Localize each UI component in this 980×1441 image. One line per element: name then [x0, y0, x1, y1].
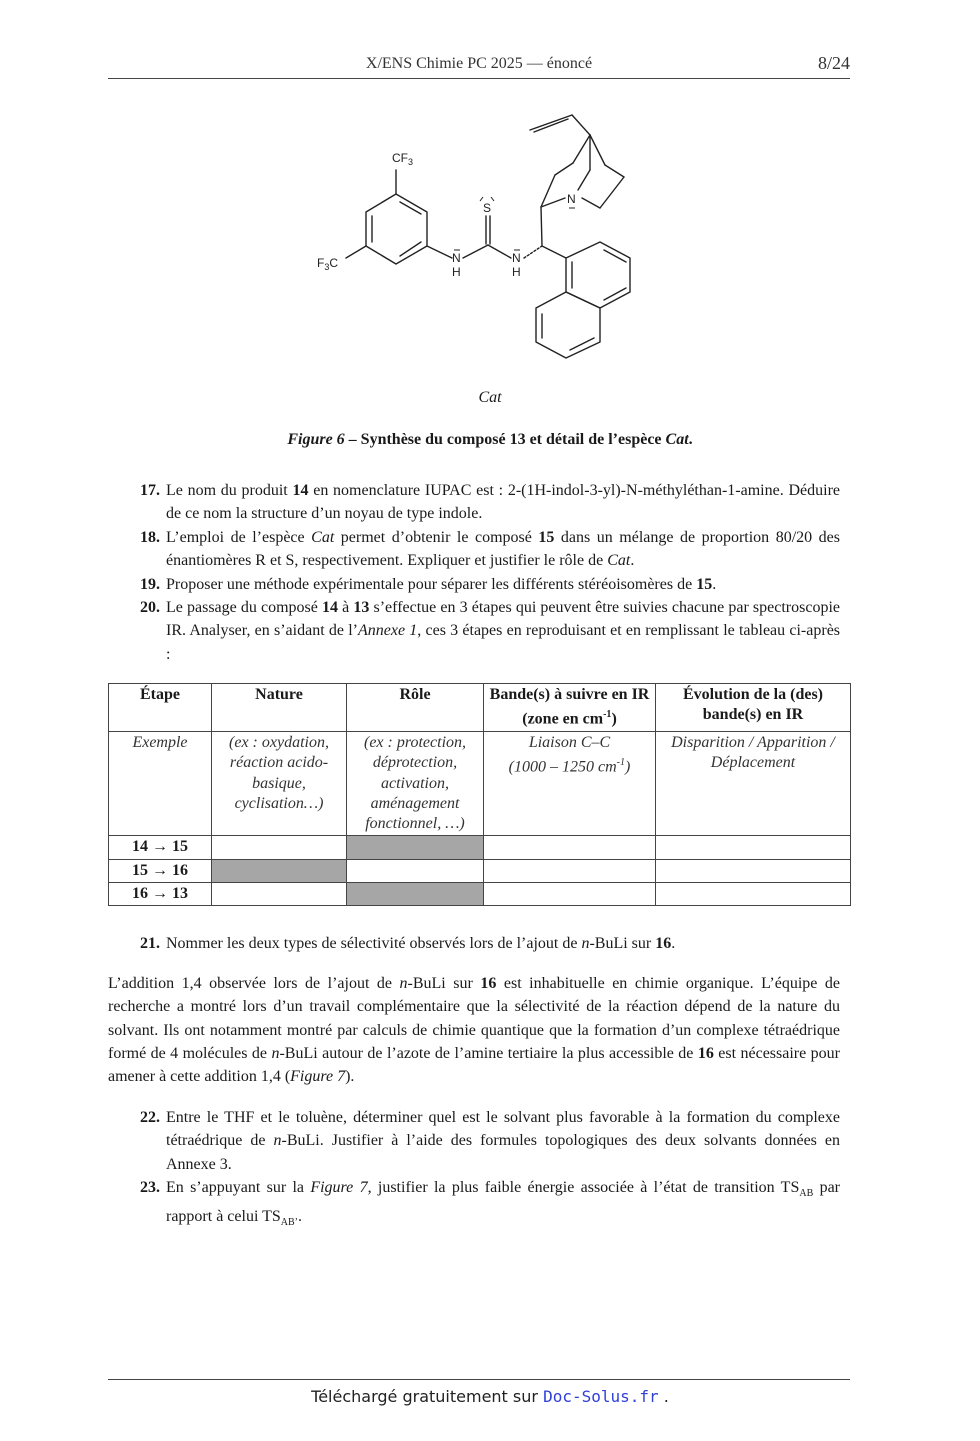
blank-cell: [484, 859, 656, 882]
table-row: [109, 836, 851, 859]
step-label: 15 → 16: [109, 859, 212, 882]
nh-left-h-label: H: [452, 265, 461, 279]
question-17: [108, 479, 840, 526]
example-role: (ex : protection, déprotection, activation, aménagement fonctionnel, …): [347, 731, 484, 835]
nh-right-n-label: N: [512, 251, 521, 265]
question-number: 22.: [140, 1109, 160, 1126]
header-evolution: Évolution de la (des) bande(s) en IR: [656, 684, 851, 732]
question-text: Nommer les deux types de sélectivité observés lors de l’ajout de n-BuLi sur 16.: [166, 935, 676, 952]
table-example-row: [109, 731, 851, 835]
cat-molecule-structure: [300, 105, 650, 365]
step-label: 16 → 13: [109, 883, 212, 906]
cf3-left-label: $F_3C$: [317, 256, 339, 272]
header-title: X/ENS Chimie PC 2025 — énoncé: [365, 55, 593, 72]
table-row: [109, 883, 851, 906]
example-bands: Liaison C–C (1000 – 1250 $cm^{-1}$): [484, 731, 656, 835]
page-header: [108, 52, 850, 79]
header-nature: Nature: [212, 684, 347, 732]
question-text: Proposer une méthode expérimentale pour séparer les différents stéréoisomères de 15.: [166, 576, 717, 593]
question-number: 18.: [140, 529, 160, 546]
nh-right-h-label: H: [512, 265, 521, 279]
blank-cell: [212, 836, 347, 859]
doc-solus-link[interactable]: Doc-Solus.fr: [543, 1387, 659, 1406]
question-text: Le nom du produit 14 en nomenclature IUPAC est : 2-(1H-indol-3-yl)-N-méthyléthan-1-amine. Déduire de ce nom la structure d’un noyau de type indole.: [166, 482, 840, 523]
question-21: [108, 932, 840, 955]
molecule-label: Cat: [478, 389, 502, 406]
nh-left-n-label: N: [452, 251, 461, 265]
blank-cell: [656, 836, 851, 859]
ir-steps-table: [108, 683, 851, 906]
question-number: 17.: [140, 482, 160, 499]
question-22: [108, 1106, 840, 1176]
question-19: [108, 573, 840, 596]
quinuclidine-n-label: N: [567, 192, 576, 206]
shaded-cell: [347, 836, 484, 859]
step-label: 14 → 15: [109, 836, 212, 859]
page-number: 8/24: [817, 53, 850, 73]
header-step: Étape: [109, 684, 212, 732]
example-step: Exemple: [109, 731, 212, 835]
header-role: Rôle: [347, 684, 484, 732]
figure-caption: Figure 6 – Synthèse du composé 13 et détail de l’espèce Cat.: [287, 431, 693, 448]
footer-rule: [108, 1379, 850, 1380]
header-ir-bands: Bande(s) à suivre en IR (zone en $cm^{-1}$): [484, 684, 656, 732]
question-text: Entre le THF et le toluène, déterminer quel est le solvant plus favorable à la formation du complexe tétraédrique de n-BuLi. Justifier à l’aide des formules topologiques des deux solvants données en Annexe 3.: [166, 1109, 841, 1173]
question-text: En s’appuyant sur la Figure 7, justifier la plus faible énergie associée à l’état de transition $TS_{AB}$ par rapport à celui $TS_{AB’}$.: [166, 1179, 841, 1229]
blank-cell: [656, 883, 851, 906]
question-18: [108, 526, 840, 573]
question-number: 23.: [140, 1179, 160, 1196]
blank-cell: [212, 883, 347, 906]
cf3-top-label: $CF_3$: [392, 151, 414, 167]
footer: Téléchargé gratuitement sur Doc-Solus.fr .: [311, 1387, 669, 1406]
question-23: [108, 1176, 840, 1235]
blank-cell: [347, 859, 484, 882]
blank-cell: [484, 883, 656, 906]
question-text: Le passage du composé 14 à 13 s’effectue en 3 étapes qui peuvent être suivies chacune par spectroscopie IR. Analyser, en s’aidant de l’Annexe 1, ces 3 étapes en reproduisant et en remplissant le tableau ci-après :: [166, 599, 841, 663]
example-evolution: Disparition / Apparition / Déplacement: [656, 731, 851, 835]
question-number: 20.: [140, 599, 160, 616]
body-paragraph: L’addition 1,4 observée lors de l’ajout de n-BuLi sur 16 est inhabituelle en chimie organique. L’équipe de recherche a montré lors d’un travail complémentaire que la sélectivité de la réaction dépend de la nature du solvant. Ils ont notamment montré par calculs de chimie quantique que la formation d’un complexe tétraédrique formé de 4 molécules de n-BuLi autour de l’azote de l’amine tertiaire la plus accessible de 16 est nécessaire pour amener à cette addition 1,4 (Figure 7).: [108, 975, 840, 1086]
blank-cell: [484, 836, 656, 859]
shaded-cell: [212, 859, 347, 882]
example-nature: (ex : oxydation, réaction acido-basique, cyclisation…): [212, 731, 347, 835]
blank-cell: [656, 859, 851, 882]
table-row: [109, 859, 851, 882]
shaded-cell: [347, 883, 484, 906]
question-number: 21.: [140, 935, 160, 952]
sulfur-label: S: [483, 201, 492, 215]
question-20: [108, 596, 840, 666]
table-header-row: [109, 684, 851, 732]
question-number: 19.: [140, 576, 160, 593]
question-text: L’emploi de l’espèce Cat permet d’obtenir le composé 15 dans un mélange de proportion 80/20 des énantiomères R et S, respectivement. Expliquer et justifier le rôle de Cat.: [166, 529, 840, 570]
